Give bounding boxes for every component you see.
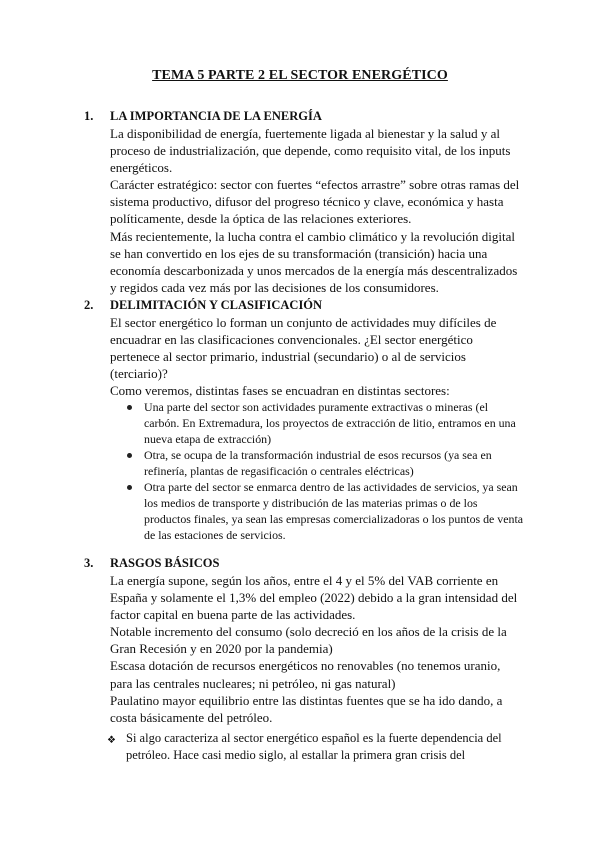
section-number: 1. <box>84 109 94 123</box>
section-title: DELIMITACIÓN Y CLASIFICACIÓN <box>110 298 323 312</box>
diamond-list-item: ❖ Si algo caracteriza al sector energético español es la fuerte dependencia del petróleo. Hace casi medio siglo, al estallar la primera gran crisis del <box>107 731 502 762</box>
paragraph: Más recientemente, la lucha contra el cambio climático y la revolución digital se han convertido en los ejes de su transformación (transición) hacia una economía descarbonizada y unos mercados de la energía más descentralizados y regidos cada vez más por las decisiones de los consumidores. <box>110 228 518 295</box>
paragraph: Carácter estratégico: sector con fuertes “efectos arrastre” sobre otras ramas del sistema productivo, difusor del progreso técnico y clave, económica y hasta políticamente, desde la óptica de las relaciones exteriores. <box>110 177 520 227</box>
section-delimitacion <box>84 297 524 543</box>
list-item: Otra parte del sector se enmarca dentro de las actividades de servicios, ya sean los medios de transporte y distribución de las materias primas o de los productos finales, ya sean las empresas comercializadoras o los puntos de venta de las estaciones de servicios. <box>144 479 524 543</box>
bullet-dot-icon <box>127 485 132 490</box>
paragraph: Notable incremento del consumo (solo decreció en los años de la crisis de la Gran Recesión y en 2020 por la pandemia) <box>110 624 507 657</box>
section-heading <box>84 297 524 314</box>
paragraph: Como veremos, distintas fases se encuadran en distintas sectores: <box>110 383 450 399</box>
paragraph: El sector energético lo forman un conjunto de actividades muy difíciles de encuadrar en las clasificaciones convencionales. ¿El sector energético pertenece al sector primario, industrial (secundario) o al de servicios (terciario)? <box>110 315 497 382</box>
section-title: RASGOS BÁSICOS <box>110 556 220 570</box>
section-rasgos <box>84 555 524 726</box>
diamond-bullet-icon: ❖ <box>107 735 116 746</box>
paragraph: Escasa dotación de recursos energéticos no renovables (no tenemos uranio, para las centrales nucleares; ni petróleo, ni gas natural) <box>110 658 501 691</box>
section-importancia <box>84 108 524 296</box>
list-item: Otra, se ocupa de la transformación industrial de esos recursos (ya sea en refinería, plantas de regasificación o centrales eléctricas) <box>144 447 524 479</box>
list-item: Una parte del sector son actividades puramente extractivas o mineras (el carbón. En Extremadura, los proyectos de extracción de litio, entramos en una nueva etapa de extracción) <box>144 399 524 447</box>
section-number: 3. <box>84 556 94 570</box>
section-title: LA IMPORTANCIA DE LA ENERGÍA <box>110 109 322 123</box>
bullet-dot-icon <box>127 405 132 410</box>
paragraph: La energía supone, según los años, entre el 4 y el 5% del VAB corriente en España y solamente el 1,3% del empleo (2022) debido a la gran intensidad del factor capital en buena parte de las actividades. <box>110 573 518 623</box>
paragraph: Paulatino mayor equilibrio entre las distintas fuentes que se ha ido dando, a costa básicamente del petróleo. <box>110 692 503 725</box>
section-heading <box>84 108 524 125</box>
paragraph: La disponibilidad de energía, fuertemente ligada al bienestar y la salud y al proceso de industrialización, que depende, como requisito vital, de los inputs energéticos. <box>110 126 511 176</box>
bullet-dot-icon <box>127 453 132 458</box>
section-heading <box>84 555 524 572</box>
section-number: 2. <box>84 298 94 312</box>
bullet-list <box>144 399 524 543</box>
document-title: TEMA 5 PARTE 2 EL SECTOR ENERGÉTICO <box>152 68 448 83</box>
